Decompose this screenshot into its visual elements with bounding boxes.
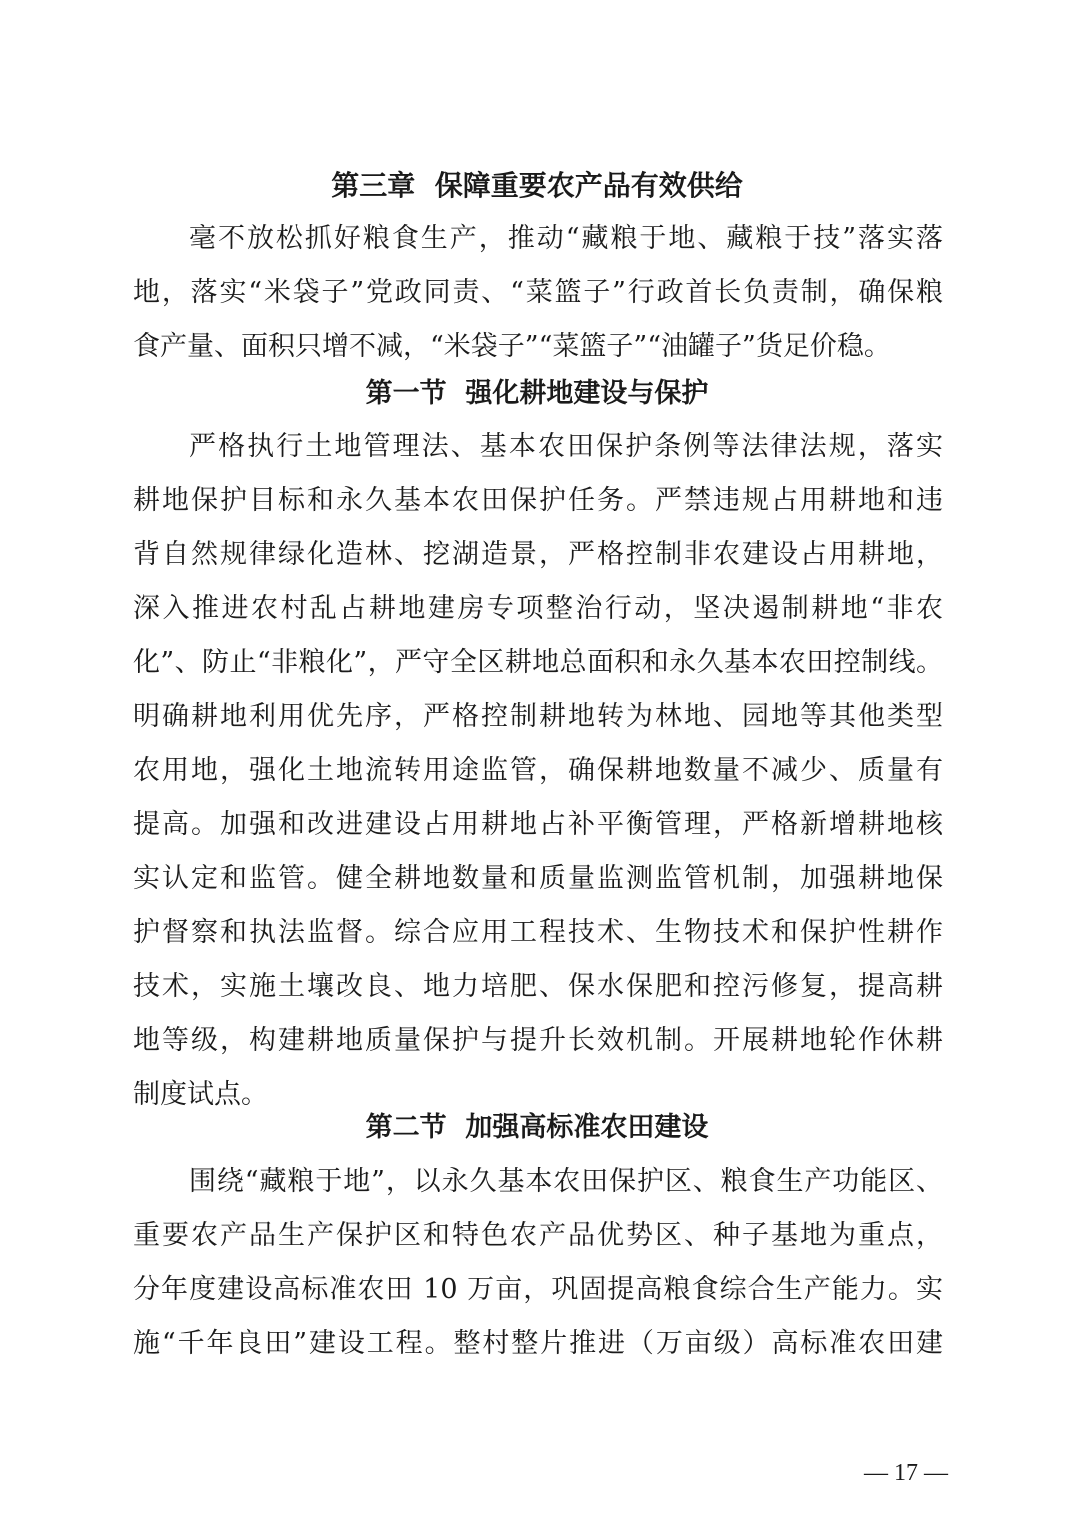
paragraph-line: 地等级，构建耕地质量保护与提升长效机制。开展耕地轮作休耕 <box>133 1025 943 1056</box>
paragraph-line: 明确耕地利用优先序，严格控制耕地转为林地、园地等其他类型 <box>133 701 943 732</box>
chapter-title: 第三章 保障重要农产品有效供给 <box>331 169 743 202</box>
section-1-paragraph <box>133 420 943 1122</box>
paragraph-line: 农用地，强化土地流转用途监管，确保耕地数量不减少、质量有 <box>133 755 943 786</box>
paragraph-line: 化”、防止“非粮化”，严守全区耕地总面积和永久基本农田控制线。 <box>133 647 943 678</box>
paragraph-line: 深入推进农村乱占耕地建房专项整治行动，坚决遏制耕地“非农 <box>133 593 943 624</box>
paragraph-line: 毫不放松抓好粮食生产，推动“藏粮于地、藏粮于技”落实落 <box>189 223 943 254</box>
paragraph-line: 耕地保护目标和永久基本农田保护任务。严禁违规占用耕地和违 <box>133 485 943 516</box>
paragraph-line: 背自然规律绿化造林、挖湖造景，严格控制非农建设占用耕地， <box>133 539 943 570</box>
paragraph-line: 围绕“藏粮于地”，以永久基本农田保护区、粮食生产功能区、 <box>189 1166 943 1197</box>
paragraph-line: 食产量、面积只增不减，“米袋子”“菜篮子”“油罐子”货足价稳。 <box>133 331 891 362</box>
section-title-2: 第二节 加强高标准农田建设 <box>365 1112 709 1143</box>
paragraph-line: 护督察和执法监督。综合应用工程技术、生物技术和保护性耕作 <box>133 917 943 948</box>
paragraph-line: 地，落实“米袋子”党政同责、“菜篮子”行政首长负责制，确保粮 <box>133 277 943 308</box>
paragraph-line: 重要农产品生产保护区和特色农产品优势区、种子基地为重点， <box>133 1220 943 1251</box>
page-number: — 17 — <box>864 1460 948 1486</box>
paragraph-line: 分年度建设高标准农田 10 万亩，巩固提高粮食综合生产能力。实 <box>133 1274 943 1305</box>
paragraph-line: 制度试点。 <box>133 1079 268 1110</box>
paragraph-line: 技术，实施土壤改良、地力培肥、保水保肥和控污修复，提高耕 <box>133 971 943 1002</box>
paragraph-line: 实认定和监管。健全耕地数量和质量监测监管机制，加强耕地保 <box>133 863 943 894</box>
chapter-intro-paragraph <box>133 212 943 374</box>
section-title-1: 第一节 强化耕地建设与保护 <box>365 378 709 409</box>
paragraph-line: 施“千年良田”建设工程。整村整片推进（万亩级）高标准农田建 <box>133 1328 943 1359</box>
paragraph-line: 提高。加强和改进建设占用耕地占补平衡管理，严格新增耕地核 <box>133 809 943 840</box>
section-2-paragraph <box>133 1155 943 1371</box>
paragraph-line: 严格执行土地管理法、基本农田保护条例等法律法规，落实 <box>189 431 943 462</box>
